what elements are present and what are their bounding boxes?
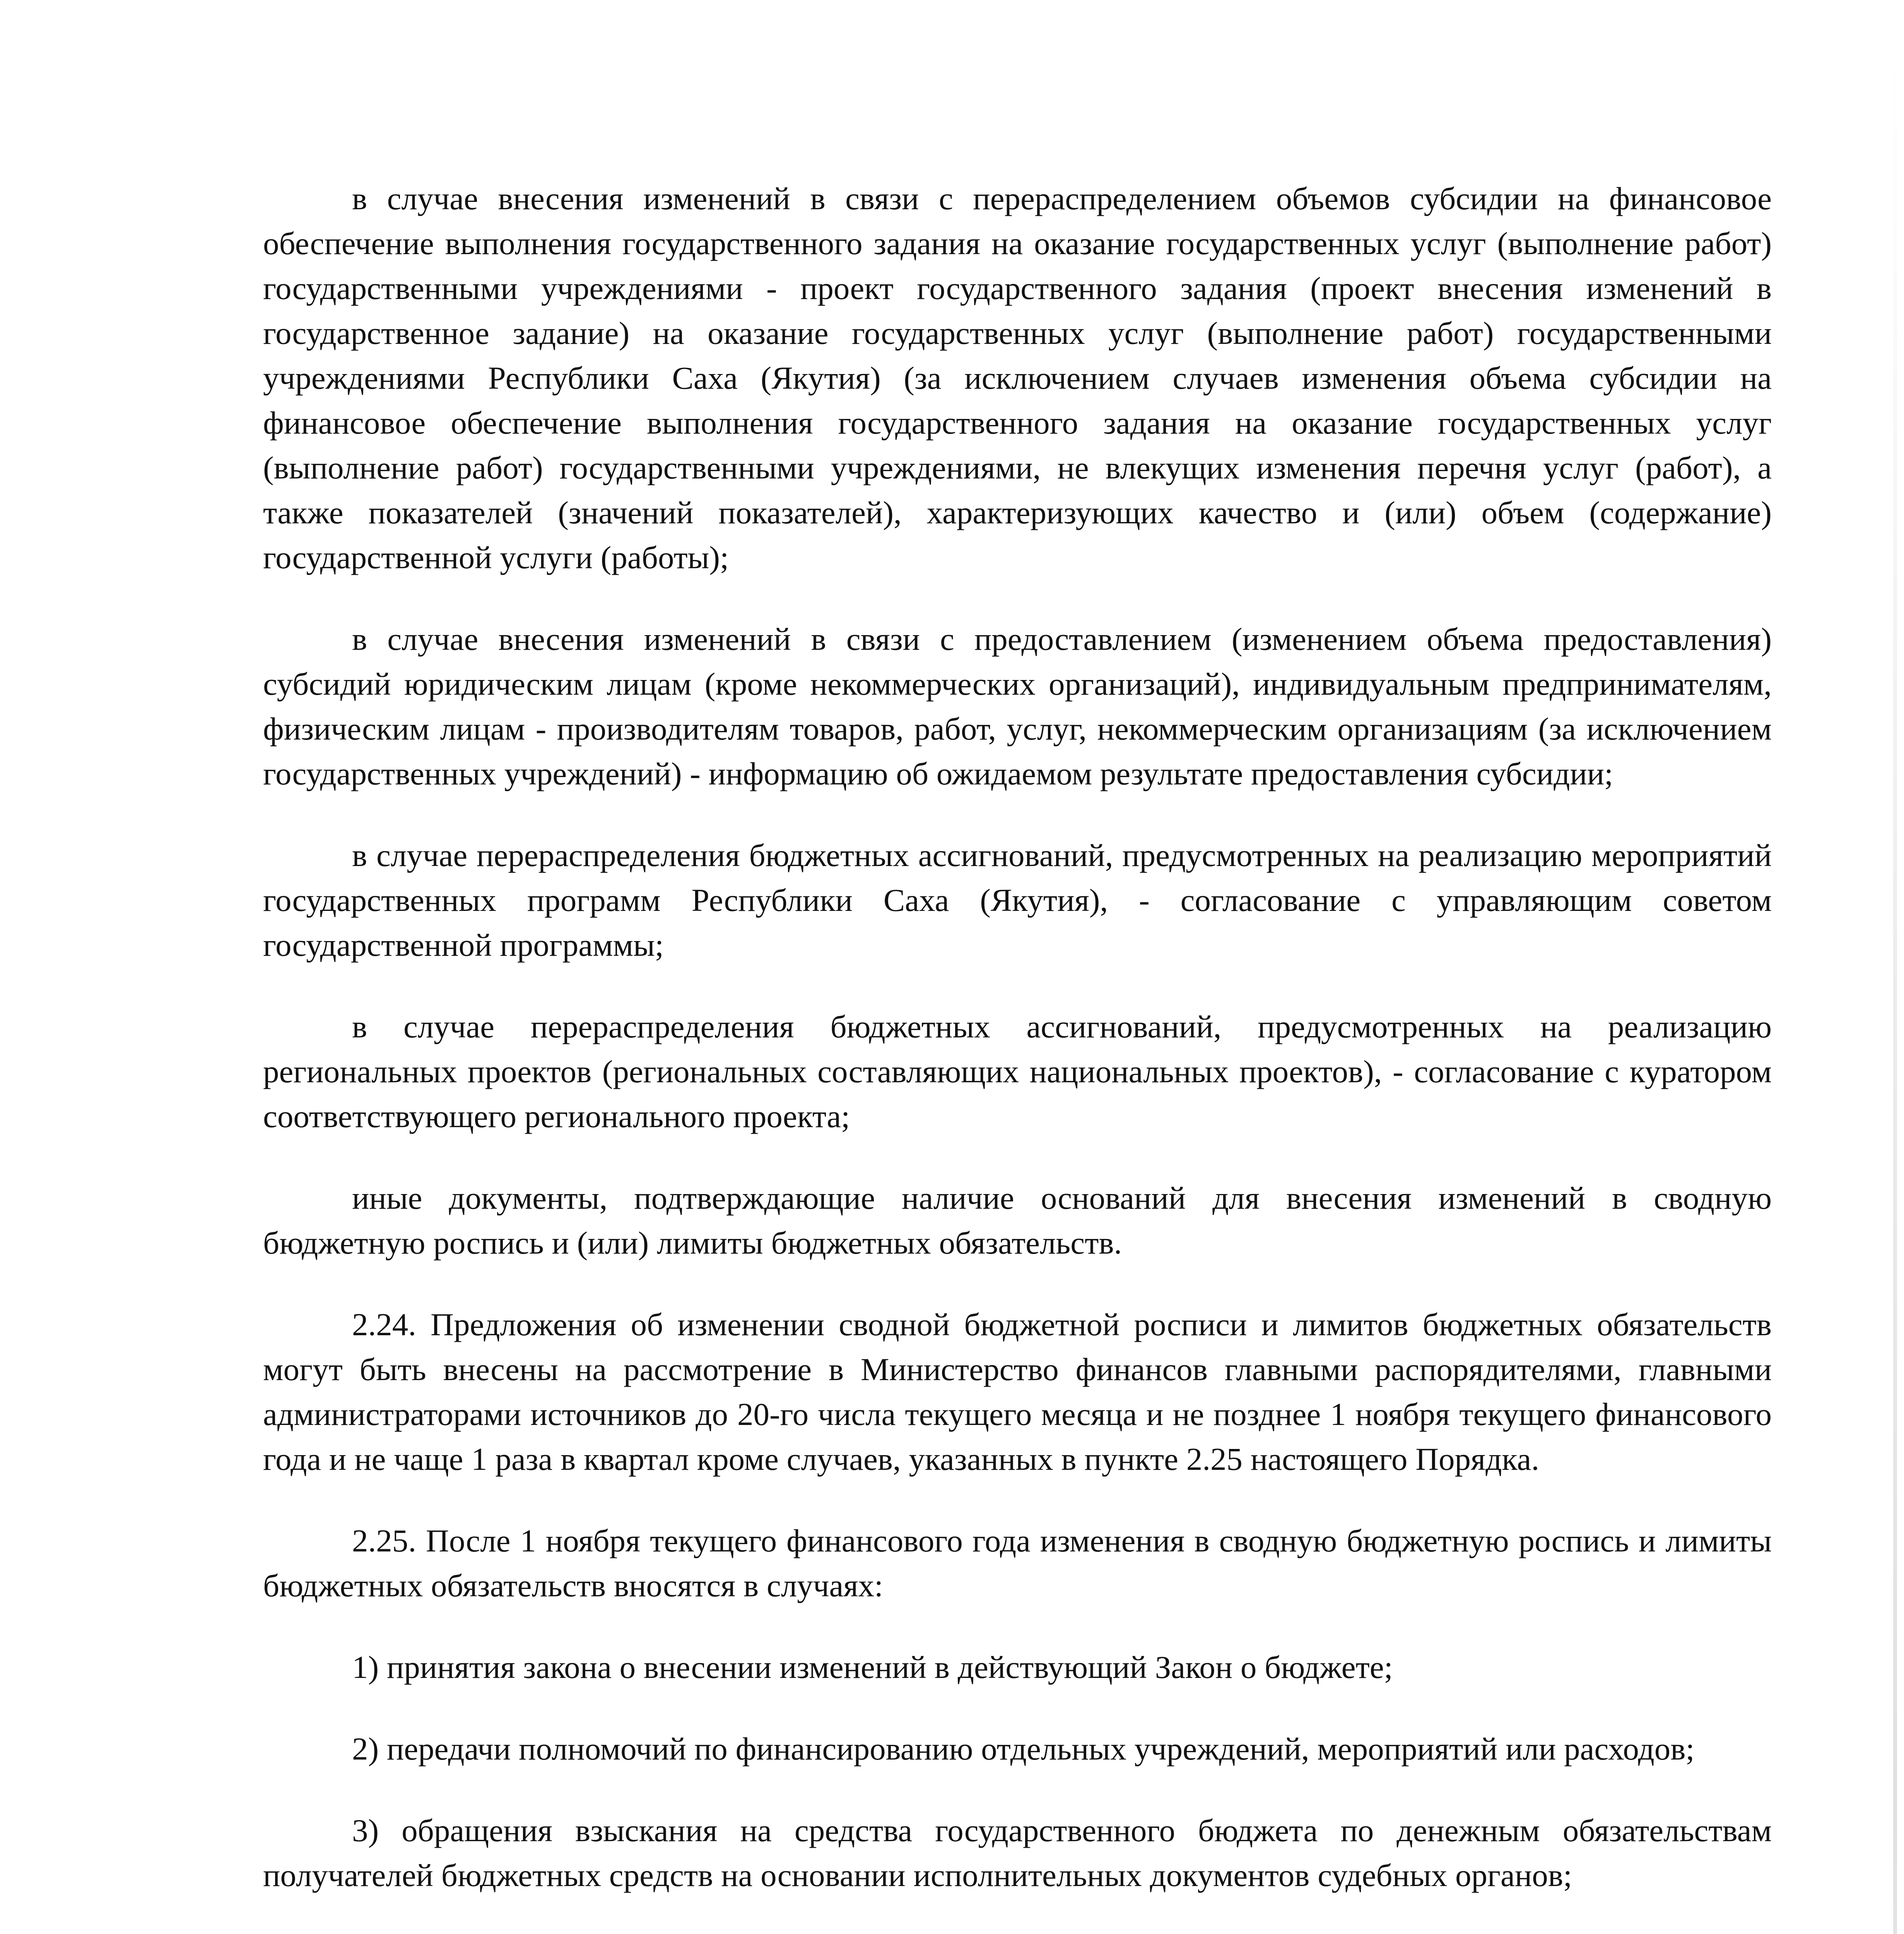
scan-edge-shadow: [1893, 46, 1897, 1934]
document-body: [263, 176, 1772, 1934]
list-item-2: 2) передачи полномочий по финансированию отдельных учреждений, мероприятий или расходов;: [352, 1731, 1695, 1767]
paragraph-2-25: 2.25. После 1 ноября текущего финансового года изменения в сводную бюджетную роспись и лимиты бюджетных обязательств вносятся в случаях:: [263, 1523, 1772, 1603]
paragraph-subsidies-legal-entities: в случае внесения изменений в связи с предоставлением (изменением объема предоставления) субсидий юридическим лицам (кроме некоммерческих организаций), индивидуальным предпринимателям, физическим лицам - производителям товаров, работ, услуг, некоммерческим организациям (за исключением государственных учреждений) - информацию об ожидаемом результате предоставления субсидии;: [263, 621, 1772, 791]
list-item-3: 3) обращения взыскания на средства государственного бюджета по денежным обязательствам получателей бюджетных средств на основании исполнительных документов судебных органов;: [263, 1813, 1772, 1893]
paragraph-state-programs: в случае перераспределения бюджетных ассигнований, предусмотренных на реализацию мероприятий государственных программ Республики Саха (Якутия), - согласование с управляющим советом государственной программы;: [263, 837, 1772, 963]
paragraph-2-24: 2.24. Предложения об изменении сводной бюджетной росписи и лимитов бюджетных обязательств могут быть внесены на рассмотрение в Министерство финансов главными распорядителями, главными администраторами источников до 20-го числа текущего месяца и не позднее 1 ноября текущего финансового года и не чаще 1 раза в квартал кроме случаев, указанных в пункте 2.25 настоящего Порядка.: [263, 1307, 1772, 1477]
paragraph-regional-projects: в случае перераспределения бюджетных ассигнований, предусмотренных на реализацию региональных проектов (региональных составляющих национальных проектов), - согласование с куратором соответствующего регионального проекта;: [263, 1009, 1772, 1134]
paragraph-other-documents: иные документы, подтверждающие наличие оснований для внесения изменений в сводную бюджетную роспись и (или) лимиты бюджетных обязательств.: [263, 1180, 1772, 1261]
list-item-1: 1) принятия закона о внесении изменений в действующий Закон о бюджете;: [352, 1649, 1393, 1685]
paragraph-state-assignment: в случае внесения изменений в связи с перераспределением объемов субсидии на финансовое обеспечение выполнения государственного задания на оказание государственных услуг (выполнение работ) государственными учреждениями - проект государственного задания (проект внесения изменений в государственное задание) на оказание государственных услуг (выполнение работ) государственными учреждениями Республики Саха (Якутия) (за исключением случаев изменения объема субсидии на финансовое обеспечение выполнения государственного задания на оказание государственных услуг (выполнение работ) государственными учреждениями, не влекущих изменения перечня услуг (работ), а также показателей (значений показателей), характеризующих качество и (или) объем (содержание) государственной услуги (работы);: [263, 181, 1772, 575]
